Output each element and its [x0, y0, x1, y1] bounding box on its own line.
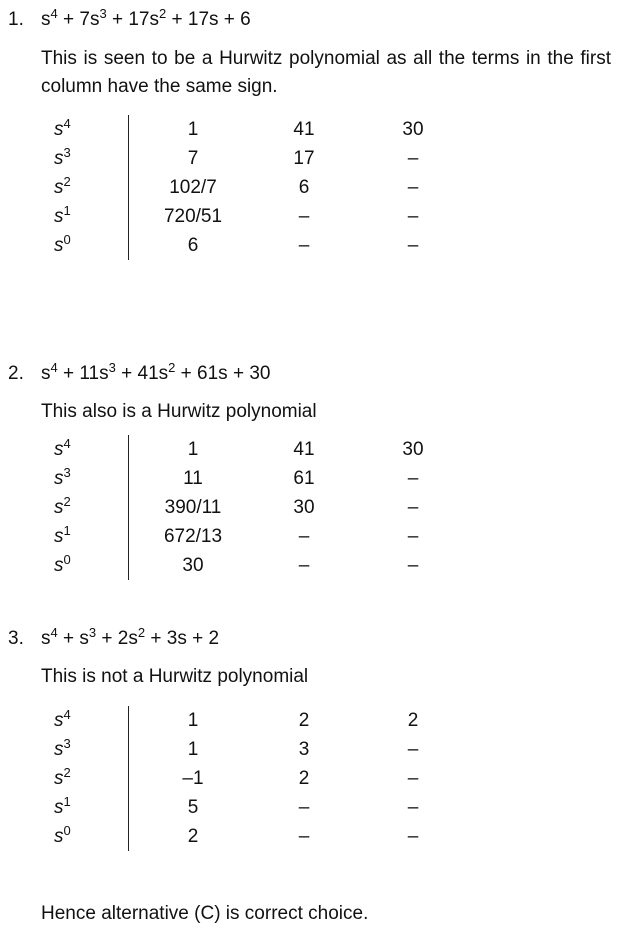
routh-row — [42, 735, 475, 764]
row-power: $s^2$ — [42, 173, 129, 202]
routh-row — [42, 115, 475, 144]
cell-col-1: 2 — [187, 826, 199, 847]
cell-col-2: 6 — [298, 177, 310, 198]
cell-col-3: – — [407, 797, 419, 818]
row-power: $s^3$ — [42, 464, 129, 493]
cell-col-2: 41 — [293, 119, 315, 140]
cell-col-1: 720/51 — [163, 206, 223, 227]
problem-heading — [8, 8, 251, 32]
cell-col-3: – — [407, 497, 419, 518]
cell-col-2: – — [298, 826, 310, 847]
cell-col-3: – — [407, 206, 419, 227]
row-power: $s^0$ — [42, 822, 129, 851]
polynomial: $s^4 + 11s^3 + 41s^2 + 61s + 30$ — [41, 360, 271, 384]
cell-col-3: 30 — [402, 119, 424, 140]
cell-col-1: 6 — [187, 235, 199, 256]
cell-col-2: 61 — [293, 468, 315, 489]
problem-note: This is seen to be a Hurwitz polynomial as all the terms in the first column have the same sign. — [41, 48, 611, 97]
routh-row — [42, 231, 475, 260]
routh-row — [42, 493, 475, 522]
polynomial: $s^4 + s^3 + 2s^2 + 3s + 2$ — [41, 625, 220, 649]
cell-col-3: – — [407, 235, 419, 256]
cell-col-3: – — [407, 768, 419, 789]
cell-col-2: 41 — [293, 439, 315, 460]
cell-col-1: 1 — [187, 710, 199, 731]
routh-array — [42, 706, 475, 851]
cell-col-1: 390/11 — [164, 497, 222, 518]
cell-col-3: 30 — [402, 439, 424, 460]
cell-col-3: – — [407, 177, 419, 198]
row-power: $s^0$ — [42, 231, 129, 260]
routh-row — [42, 822, 475, 851]
problem-heading — [8, 627, 219, 651]
cell-col-1: 1 — [187, 739, 199, 760]
cell-col-1: 102/7 — [169, 177, 217, 198]
cell-col-3: – — [407, 739, 419, 760]
cell-col-3: – — [407, 148, 419, 169]
routh-row — [42, 706, 475, 735]
row-power: $s^3$ — [42, 735, 129, 764]
row-power: $s^1$ — [42, 522, 129, 551]
routh-row — [42, 764, 475, 793]
row-power: $s^2$ — [42, 764, 129, 793]
cell-col-1: 30 — [182, 555, 204, 576]
cell-col-2: 17 — [293, 148, 315, 169]
row-power: $s^1$ — [42, 793, 129, 822]
routh-array — [42, 435, 475, 580]
cell-col-1: 1 — [187, 439, 199, 460]
cell-col-3: 2 — [407, 710, 419, 731]
row-power: $s^3$ — [42, 144, 129, 173]
cell-col-2: 2 — [298, 710, 310, 731]
routh-row — [42, 173, 475, 202]
routh-row — [42, 144, 475, 173]
cell-col-1: 672/13 — [163, 526, 223, 547]
cell-col-3: – — [407, 526, 419, 547]
row-power: $s^4$ — [42, 706, 129, 735]
routh-row — [42, 522, 475, 551]
problem-number: 2. — [8, 363, 24, 384]
routh-row — [42, 551, 475, 580]
cell-col-2: – — [298, 526, 310, 547]
cell-col-2: – — [298, 235, 310, 256]
cell-col-3: – — [407, 826, 419, 847]
routh-row — [42, 435, 475, 464]
cell-col-2: – — [298, 797, 310, 818]
routh-row — [42, 202, 475, 231]
cell-col-2: 3 — [298, 739, 310, 760]
cell-col-1: 11 — [183, 468, 203, 489]
routh-array — [42, 115, 475, 260]
cell-col-1: 7 — [187, 148, 199, 169]
problem-number: 3. — [8, 628, 24, 649]
problem-note: This is not a Hurwitz polynomial — [41, 666, 309, 687]
row-power: $s^4$ — [42, 115, 129, 144]
cell-col-3: – — [407, 468, 419, 489]
conclusion-text: Hence alternative (C) is correct choice. — [41, 903, 369, 924]
row-power: $s^1$ — [42, 202, 129, 231]
routh-row — [42, 464, 475, 493]
polynomial: $s^4 + 7s^3 + 17s^2 + 17s + 6$ — [41, 6, 251, 30]
problem-note: This also is a Hurwitz polynomial — [41, 401, 317, 422]
cell-col-2: 2 — [298, 768, 310, 789]
cell-col-1: 1 — [187, 119, 199, 140]
routh-row — [42, 793, 475, 822]
cell-col-3: – — [407, 555, 419, 576]
row-power: $s^2$ — [42, 493, 129, 522]
problem-number: 1. — [8, 9, 24, 30]
cell-col-2: – — [298, 206, 310, 227]
cell-col-1: 5 — [187, 797, 199, 818]
cell-col-2: – — [298, 555, 310, 576]
row-power: $s^4$ — [42, 435, 129, 464]
row-power: $s^0$ — [42, 551, 129, 580]
problem-heading — [8, 362, 270, 386]
cell-col-2: 30 — [293, 497, 315, 518]
cell-col-1: –1 — [182, 768, 204, 789]
